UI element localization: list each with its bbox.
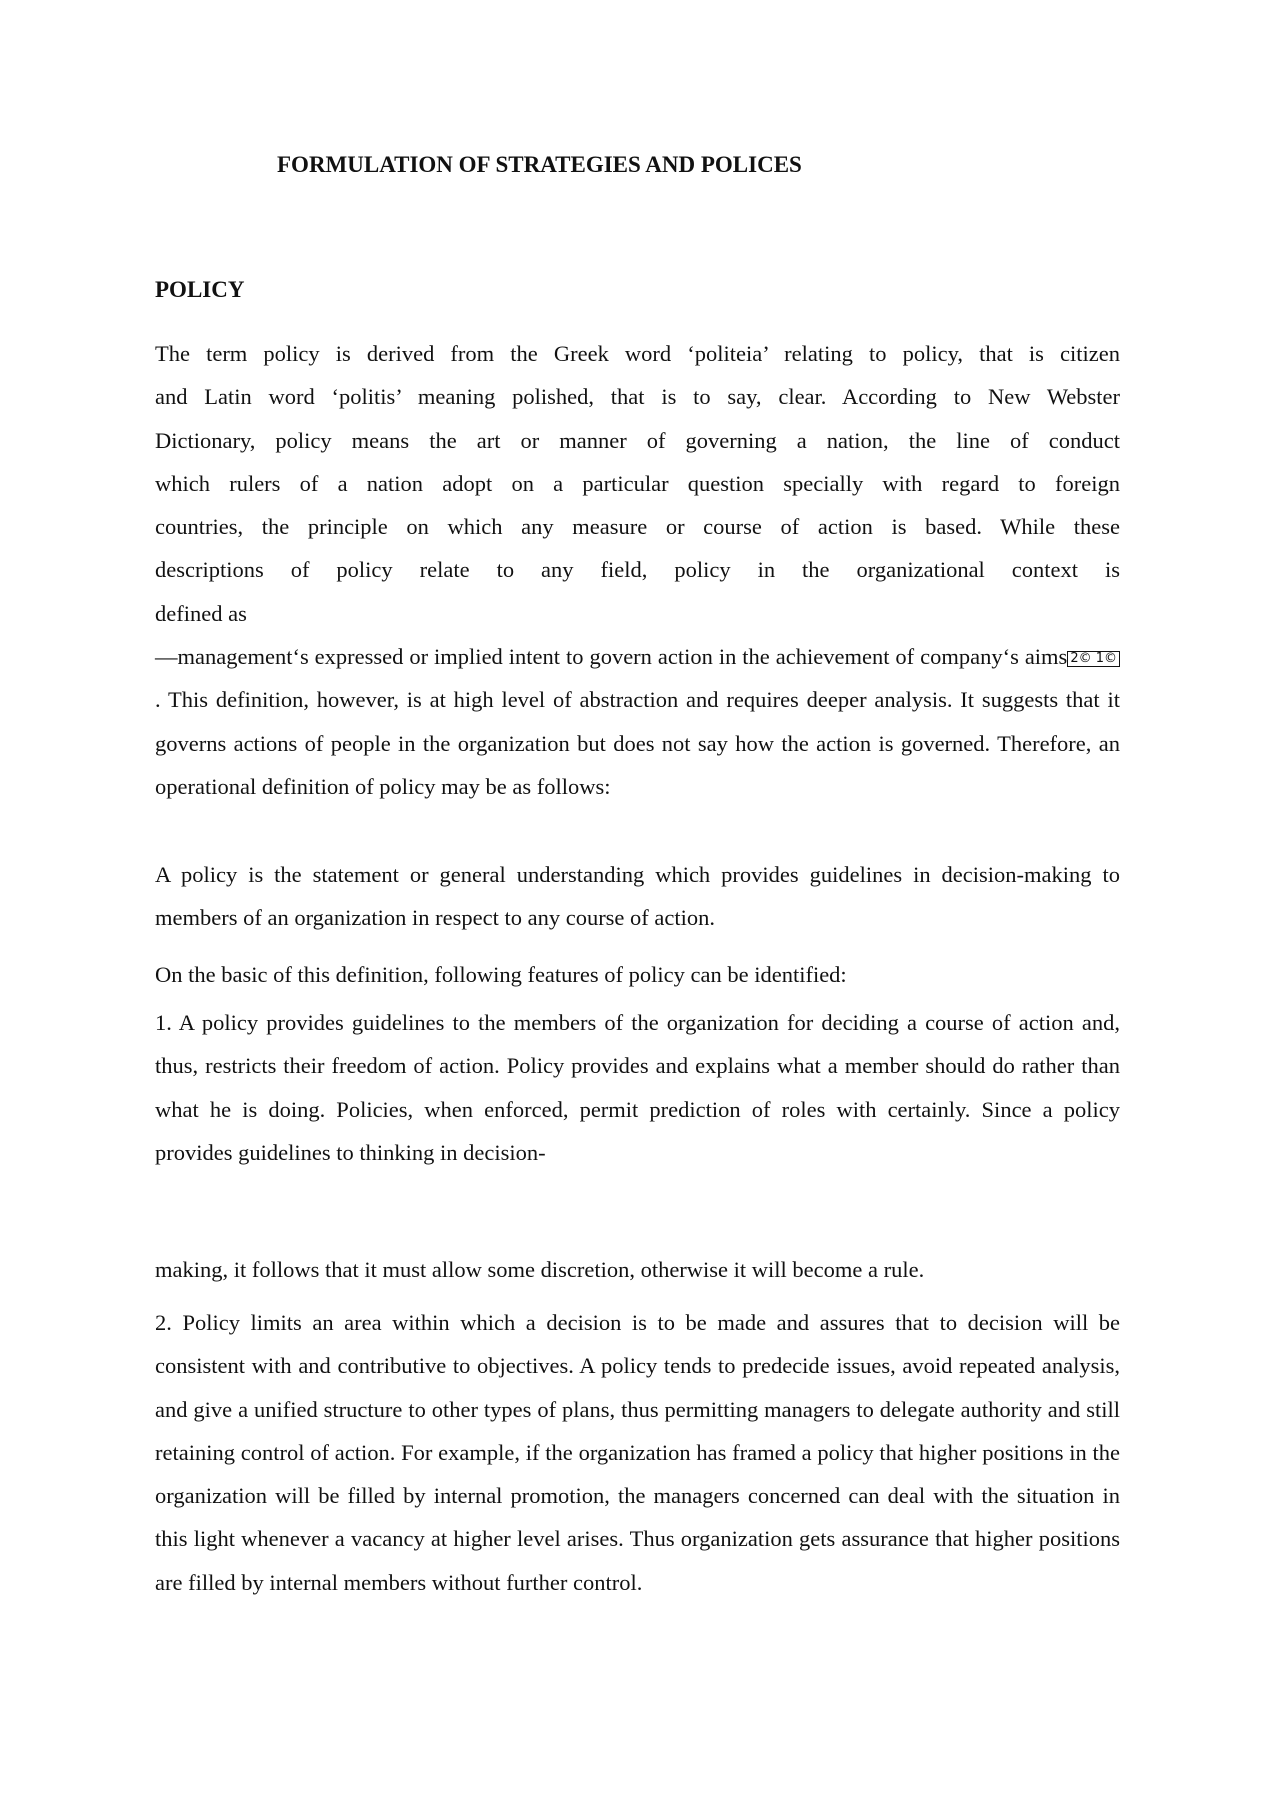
intro-line: countries, the principle on which any measure or course of action is based. While these	[155, 514, 1120, 540]
paragraph-feature-2	[155, 1301, 1120, 1604]
definition-text-rest: . This definition, however, is at high level of abstraction and requires deeper analysis. It suggests that it governs actions of people in the organization but does not say how the action is governed. Therefore, an operational definition of policy may be as follows:	[155, 687, 1120, 799]
feature-1-continued-text: making, it follows that it must allow some discretion, otherwise it will become a rule.	[155, 1257, 925, 1282]
paragraph-features-intro	[155, 953, 1120, 996]
intro-line: and Latin word ‘politis’ meaning polished, that is to say, clear. According to New Webster	[155, 384, 1120, 410]
feature-1-text: 1. A policy provides guidelines to the members of the organization for deciding a course of action and, thus, restricts their freedom of action. Policy provides and explains what a member should do rather than what he is doing. Policies, when enforced, permit prediction of roles with certainly. Since a policy provides guidelines to thinking in decision-	[155, 1010, 1120, 1165]
section-heading: POLICY	[155, 277, 245, 302]
paragraph-feature-1-continued	[155, 1248, 1120, 1291]
missing-glyph-icon: 2© 1©	[1067, 651, 1120, 667]
paragraph-definition	[155, 635, 1120, 808]
definition-text: —management‘s expressed or implied intent to govern action in the achievement of company‘s aims	[155, 644, 1068, 670]
paragraph-intro	[155, 332, 1120, 808]
intro-line: Dictionary, policy means the art or manner of governing a nation, the line of conduct	[155, 427, 1120, 453]
policy-statement-text: A policy is the statement or general understanding which provides guidelines in decision-making to members of an organization in respect to any course of action.	[155, 862, 1120, 931]
intro-line: The term policy is derived from the Greek word ‘politeia’ relating to policy, that is citizen	[155, 341, 1120, 366]
features-intro-text: On the basic of this definition, following features of policy can be identified:	[155, 962, 847, 987]
paragraph-feature-1	[155, 1001, 1120, 1174]
paragraph-policy-statement	[155, 853, 1120, 940]
intro-line: descriptions of policy relate to any field, policy in the organizational context is	[155, 557, 1120, 583]
document-title: FORMULATION OF STRATEGIES AND POLICES	[277, 152, 802, 177]
intro-line: which rulers of a nation adopt on a particular question specially with regard to foreign	[155, 470, 1120, 496]
feature-2-text: 2. Policy limits an area within which a decision is to be made and assures that to decision will be consistent with and contributive to objectives. A policy tends to predecide issues, avoid repeated analysis, and give a unified structure to other types of plans, thus permitting managers to delegate authority and still retaining control of action. For example, if the organization has framed a policy that higher positions in the organization will be filled by internal promotion, the managers concerned can deal with the situation in this light whenever a vacancy at higher level arises. Thus organization gets assurance that higher positions are filled by internal members without further control.	[155, 1310, 1120, 1595]
intro-line: defined as	[155, 600, 247, 626]
